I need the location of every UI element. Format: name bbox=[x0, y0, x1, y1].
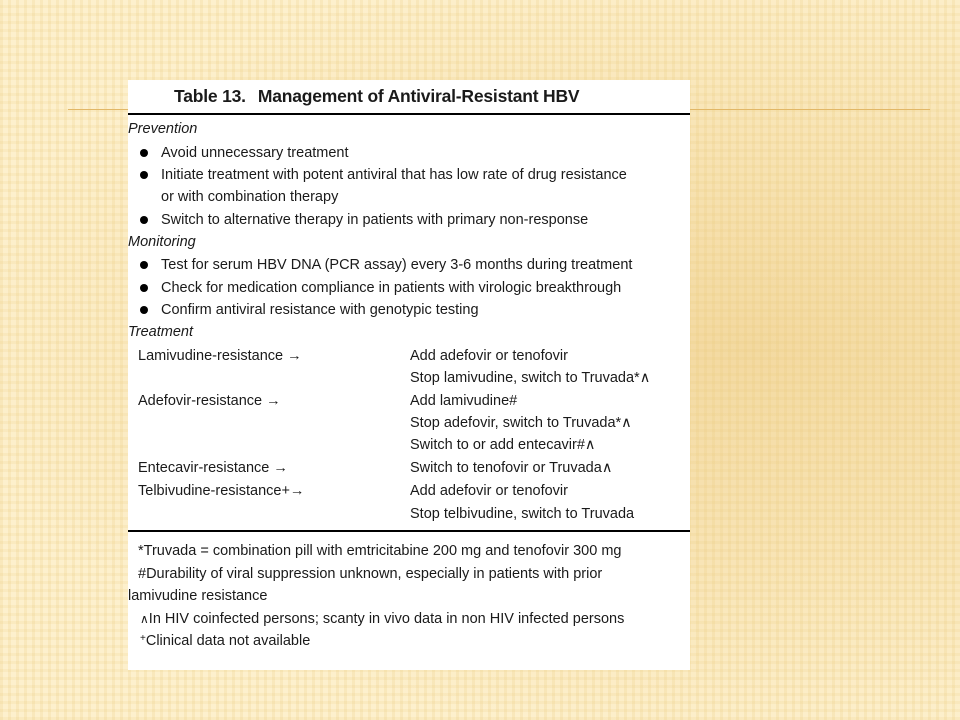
resistance-label: Adefovir-resistance → bbox=[138, 393, 281, 409]
bullet-icon bbox=[140, 284, 148, 292]
footnote-durability-continuation: lamivudine resistance bbox=[128, 588, 268, 604]
resistance-label: Telbivudine-resistance+→ bbox=[138, 483, 305, 499]
treatment-action: Stop telbivudine, switch to Truvada bbox=[410, 506, 635, 522]
prevention-item: Avoid unnecessary treatment bbox=[161, 145, 349, 161]
treatment-action: Stop lamivudine, switch to Truvada*∧ bbox=[410, 370, 651, 386]
prevention-item: Switch to alternative therapy in patients with primary non-response bbox=[161, 212, 589, 228]
section-heading-treatment: Treatment bbox=[128, 324, 194, 340]
treatment-action: Add lamivudine# bbox=[410, 393, 518, 409]
caret-symbol: ∧ bbox=[140, 612, 149, 626]
table-number: Table 13. bbox=[174, 86, 246, 106]
footnote-hiv bbox=[140, 610, 624, 628]
treatment-action: Add adefovir or tenofovir bbox=[410, 348, 568, 364]
bullet-icon bbox=[140, 216, 148, 224]
monitoring-item: Test for serum HBV DNA (PCR assay) every 3-6 months during treatment bbox=[161, 257, 633, 273]
bullet-icon bbox=[140, 171, 148, 179]
treatment-action: Switch to tenofovir or Truvada∧ bbox=[410, 460, 613, 476]
bullet-icon bbox=[140, 149, 148, 157]
footnote-rule bbox=[128, 530, 690, 532]
prevention-item-continuation: or with combination therapy bbox=[161, 189, 339, 205]
title-rule bbox=[128, 113, 690, 115]
table-image bbox=[128, 80, 690, 670]
resistance-label: Lamivudine-resistance → bbox=[138, 348, 302, 364]
treatment-action: Switch to or add entecavir#∧ bbox=[410, 437, 596, 453]
treatment-action: Stop adefovir, switch to Truvada*∧ bbox=[410, 415, 632, 431]
section-heading-monitoring: Monitoring bbox=[128, 234, 196, 250]
monitoring-item: Check for medication compliance in patients with virologic breakthrough bbox=[161, 280, 622, 296]
treatment-action: Add adefovir or tenofovir bbox=[410, 483, 568, 499]
footnote-clinical-text: Clinical data not available bbox=[145, 633, 311, 649]
monitoring-item: Confirm antiviral resistance with genotypic testing bbox=[161, 302, 479, 318]
footnote-clinical bbox=[140, 632, 310, 652]
prevention-item: Initiate treatment with potent antiviral that has low rate of drug resistance bbox=[161, 167, 627, 183]
footnote-hiv-text: In HIV coinfected persons; scanty in vivo data in non HIV infected persons bbox=[148, 611, 625, 627]
section-heading-prevention: Prevention bbox=[128, 121, 198, 137]
table-title bbox=[174, 86, 579, 107]
bullet-icon bbox=[140, 261, 148, 269]
footnote-durability: #Durability of viral suppression unknown, especially in patients with prior bbox=[138, 566, 603, 582]
resistance-label: Entecavir-resistance → bbox=[138, 460, 288, 476]
table-title-text: Management of Antiviral-Resistant HBV bbox=[257, 86, 580, 106]
bullet-icon bbox=[140, 306, 148, 314]
plus-symbol: + bbox=[140, 633, 146, 644]
footnote-truvada: *Truvada = combination pill with emtricitabine 200 mg and tenofovir 300 mg bbox=[138, 543, 622, 559]
